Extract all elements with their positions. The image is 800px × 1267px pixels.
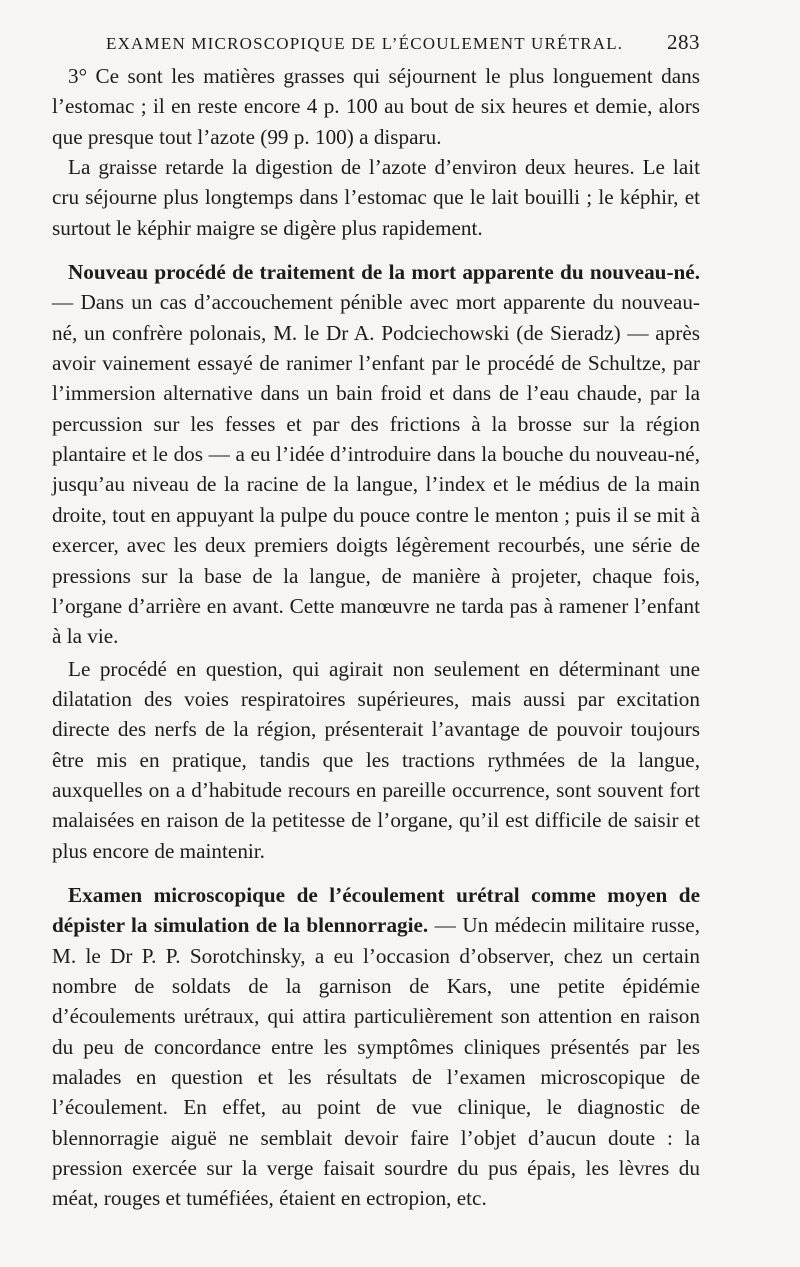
section-2-paragraph (52, 880, 700, 1214)
section-2-body: — Un médecin militaire russe, M. le Dr P. P. Sorotchinsky, a eu l’occasion d’observer, chez un certain nombre de soldats de la garnison de Kars, une petite épidémie d’écoulements urétraux, qui attira particulièrement son attention en raison du peu de concordance entre les symptômes cliniques présentés par les malades en question et les résultats de l’examen microscopique de l’écoulement. En effet, au point de vue clinique, le diagnostic de blennorragie aiguë ne semblait devoir faire l’objet d’aucun doute : la pression exercée sur la verge faisait sourdre du pus épais, les lèvres du méat, rouges et tuméfiées, étaient en ectropion, etc. (52, 913, 700, 1211)
intro-paragraph-1: 3° Ce sont les matières grasses qui séjournent le plus longuement dans l’estomac ; il en reste encore 4 p. 100 au bout de six heures et demie, alors que presque tout l’azote (99 p. 100) a disparu. (52, 64, 700, 149)
running-title: EXAMEN MICROSCOPIQUE DE L’ÉCOULEMENT URÉTRAL. (106, 34, 624, 53)
book-page (52, 30, 700, 1214)
section-2-title: Examen microscopique de l’écoulement urétral comme moyen de dépister la simulation de la blennorragie. (52, 882, 700, 938)
section-1-title: Nouveau procédé de traitement de la mort apparente du nouveau-né. (68, 260, 700, 285)
intro-paragraph-2: La graisse retarde la digestion de l’azote d’environ deux heures. Le lait cru séjourne plus longtemps dans l’estomac que le lait bouilli ; le képhir, et surtout le képhir maigre se digère plus rapidement. (52, 155, 700, 240)
section-1-body: — Dans un cas d’accouchement pénible avec mort apparente du nouveau-né, un confrère polonais, M. le Dr A. Podciechowski (de Sieradz) — après avoir vainement essayé de ranimer l’enfant par le procédé de Schultze, par l’immersion alternative dans un bain froid et dans de l’eau chaude, par la percussion sur les fesses et par des frictions à la brosse sur la région plantaire et le dos — a eu l’idée d’introduire dans la bouche du nouveau-né, jusqu’au niveau de la racine de la langue, l’index et le médius de la main droite, tout en appuyant la pulpe du pouce contre le menton ; puis il se mit à exercer, avec les deux premiers doigts légèrement recourbés, une série de pressions sur la base de la langue, de manière à projeter, chaque fois, l’organe d’arrière en avant. Cette manœuvre ne tarda pas à ramener l’enfant à la vie. (52, 290, 700, 649)
section-1-paragraph-2: Le procédé en question, qui agirait non seulement en déterminant une dilatation des voies respiratoires supérieures, mais aussi par excitation directe des nerfs de la région, présenterait l’avantage de pouvoir toujours être mis en pratique, tandis que les tractions rythmées de la langue, auxquelles on a d’habitude recours en pareille occurrence, sont souvent fort malaisées en raison de la petitesse de l’organe, qu’il est difficile de saisir et plus encore de maintenir. (52, 656, 700, 863)
section-1-paragraph (52, 257, 700, 651)
running-header (52, 30, 700, 55)
page-number: 283 (667, 30, 700, 54)
